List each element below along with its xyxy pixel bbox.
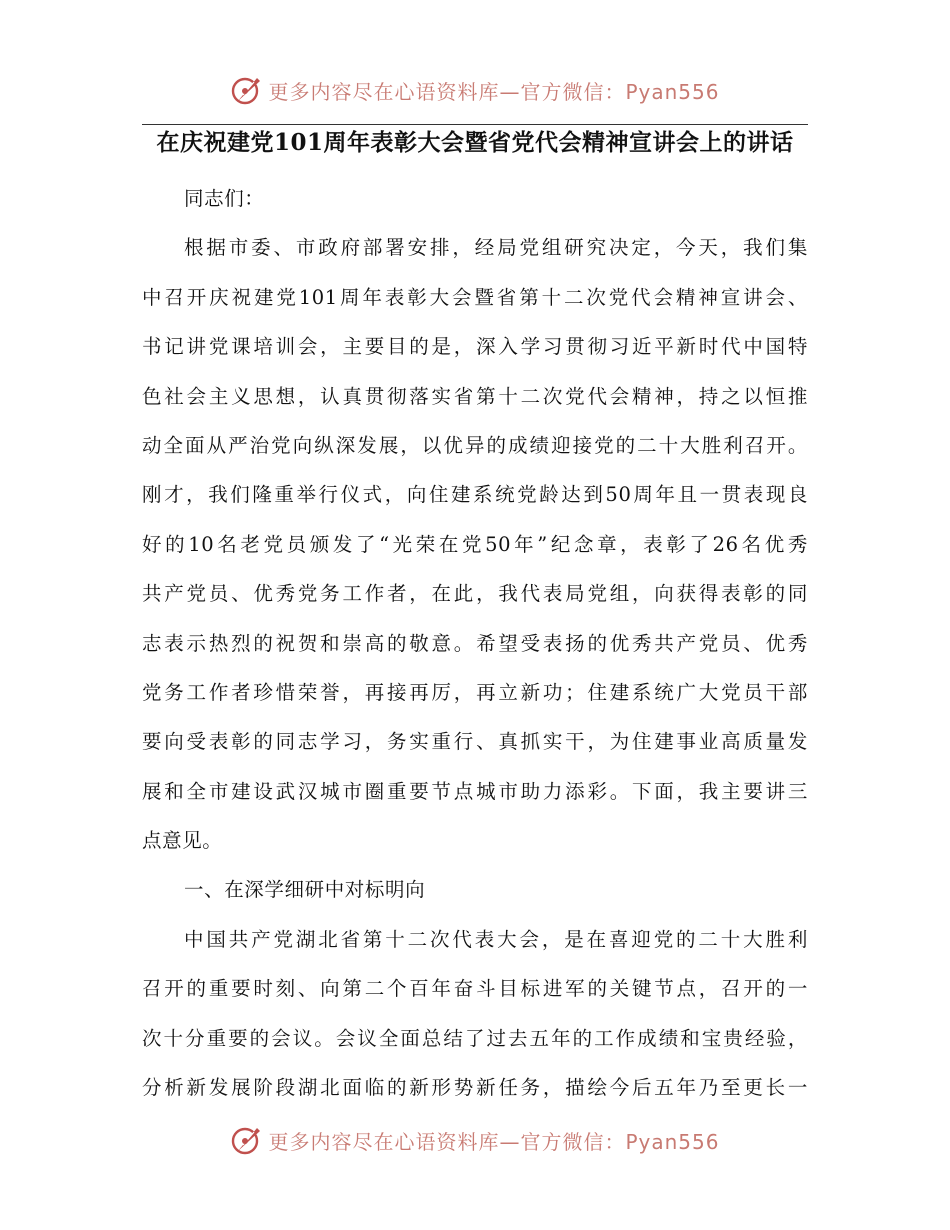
paragraph-line: 要向受表彰的同志学习，务实重行、真抓实干，为住建事业高质量发 <box>142 730 808 754</box>
paragraph-line: 党务工作者珍惜荣誉，再接再厉，再立新功；住建系统广大党员干部 <box>142 680 808 704</box>
paragraph-line: 动全面从严治党向纵深发展，以优异的成绩迎接党的二十大胜利召开。 <box>142 433 808 457</box>
paragraph-line: 书记讲党课培训会，主要目的是，深入学习贯彻习近平新时代中国特 <box>142 335 808 359</box>
paragraph-line: 色社会主义思想，认真贯彻落实省第十二次党代会精神，持之以恒推 <box>142 384 808 408</box>
quill-pen-circle-icon <box>230 73 264 107</box>
watermark-text: 更多内容尽在心语资料库—官方微信：Pyan556 <box>268 79 720 104</box>
header-watermark <box>0 68 950 112</box>
paragraph-line: 好的10名老党员颁发了“光荣在党50年”纪念章，表彰了26名优秀 <box>142 532 808 556</box>
paragraph-line: 召开的重要时刻、向第二个百年奋斗目标进军的关键节点，召开的一 <box>142 977 808 1001</box>
document-title: 在庆祝建党101周年表彰大会暨省党代会精神宣讲会上的讲话 <box>156 129 794 156</box>
salutation-line: 同志们： <box>184 187 265 210</box>
footer-watermark <box>0 1118 950 1162</box>
paragraph-line: 点意见。 <box>142 829 223 853</box>
paragraph-line: 共产党员、优秀党务工作者，在此，我代表局党组，向获得表彰的同 <box>142 582 808 606</box>
paragraph-line: 中国共产党湖北省第十二次代表大会，是在喜迎党的二十大胜利 <box>184 927 808 951</box>
section-heading: 一、在深学细研中对标明向 <box>184 878 426 902</box>
paragraph-line: 分析新发展阶段湖北面临的新形势新任务，描绘今后五年乃至更长一 <box>142 1076 808 1100</box>
paragraph-line: 次十分重要的会议。会议全面总结了过去五年的工作成绩和宝贵经验， <box>142 1026 808 1050</box>
document-body <box>142 174 808 1112</box>
paragraph-line: 志表示热烈的祝贺和崇高的敬意。希望受表扬的优秀共产党员、优秀 <box>142 631 808 655</box>
paragraph-line: 中召开庆祝建党101周年表彰大会暨省第十二次党代会精神宣讲会、 <box>142 285 808 309</box>
quill-pen-circle-icon <box>230 1123 264 1157</box>
paragraph-line: 根据市委、市政府部署安排，经局党组研究决定，今天，我们集 <box>184 236 808 260</box>
paragraph-line: 刚才，我们隆重举行仪式，向住建系统党龄达到50周年且一贯表现良 <box>142 483 808 507</box>
paragraph-line: 展和全市建设武汉城市圈重要节点城市助力添彩。下面，我主要讲三 <box>142 779 808 803</box>
watermark-text: 更多内容尽在心语资料库—官方微信：Pyan556 <box>268 1129 720 1154</box>
